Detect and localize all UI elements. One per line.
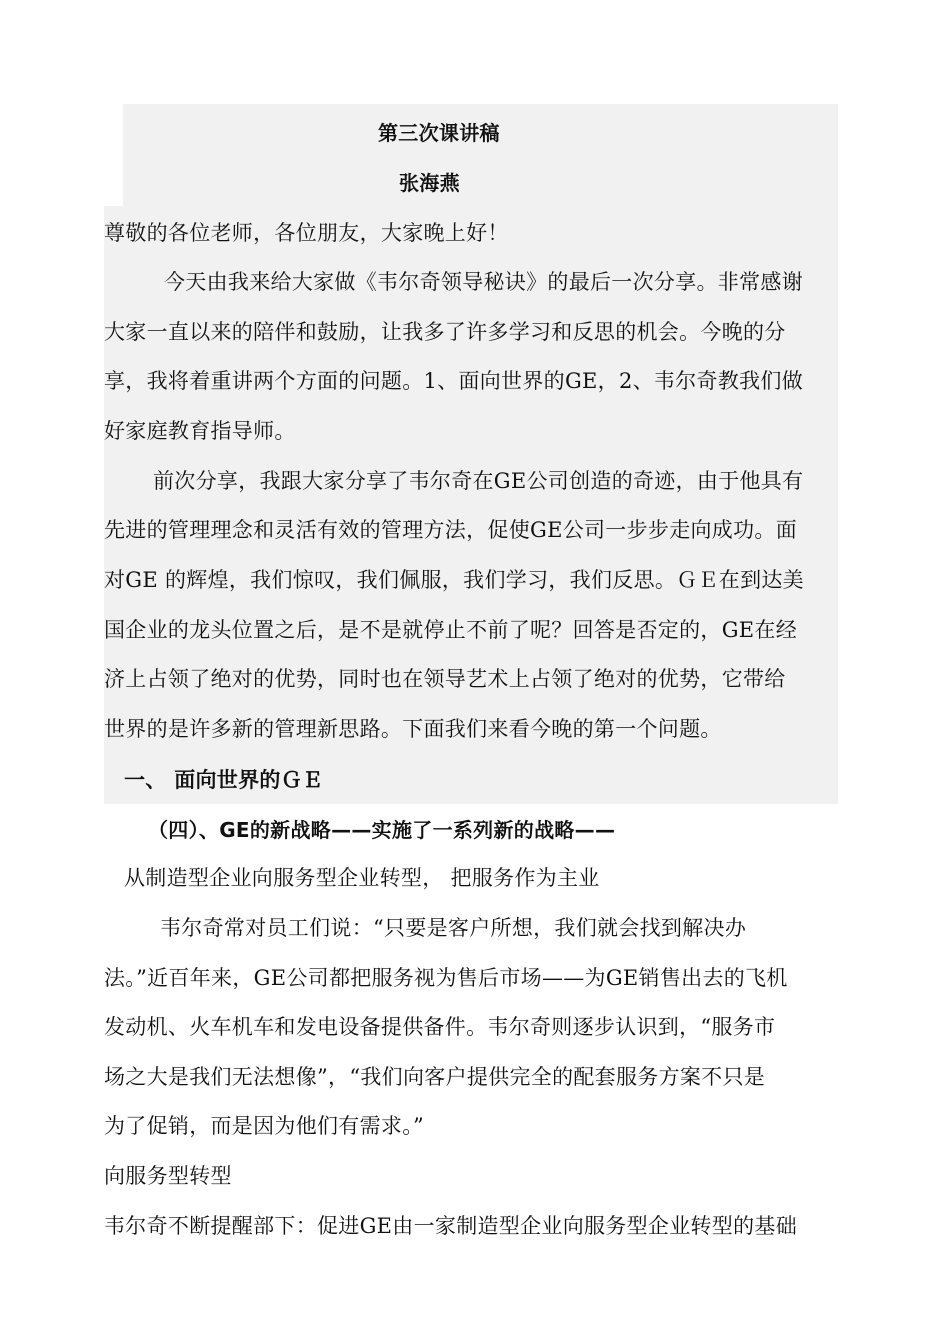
paragraph-line: 好家庭教育指导师。 <box>104 419 296 443</box>
paragraph-line: 为了促销，而是因为他们有需求。” <box>104 1114 425 1138</box>
paragraph-line: 济上占领了绝对的优势，同时也在领导艺术上占领了绝对的优势，它带给 <box>104 667 786 691</box>
paragraph-line: 韦尔奇不断提醒部下：促进GE由一家制造型企业向服务型企业转型的基础 <box>104 1214 798 1238</box>
paragraph-line: 对GE 的辉煌，我们惊叹，我们佩服，我们学习，我们反思。ＧＥ在到达美 <box>104 568 804 592</box>
paragraph-line: 今天由我来给大家做《韦尔奇领导秘诀》的最后一次分享。非常感谢 <box>164 270 803 294</box>
section-heading: 一、 面向世界的ＧＥ <box>124 768 324 792</box>
paragraph-line: 发动机、火车机车和发电设备提供备件。韦尔奇则逐步认识到，“服务市 <box>104 1015 776 1039</box>
paragraph-line: 先进的管理理念和灵活有效的管理方法，促使GE公司一步步走向成功。面 <box>104 518 798 542</box>
document-title: 第三次课讲稿 <box>378 121 500 145</box>
document-author: 张海燕 <box>399 171 460 195</box>
paragraph-line: 大家一直以来的陪伴和鼓励，让我多了许多学习和反思的机会。今晚的分 <box>104 320 786 344</box>
paragraph-line: 尊敬的各位老师，各位朋友，大家晚上好！ <box>104 221 509 245</box>
paragraph-line: 前次分享，我跟大家分享了韦尔奇在GE公司创造的奇迹，由于他具有 <box>153 469 804 493</box>
paragraph-line: 向服务型转型 <box>104 1164 232 1188</box>
paragraph-line: 法。”近百年来，GE公司都把服务视为售后市场——为GE销售出去的飞机 <box>104 966 788 990</box>
paragraph-line: 从制造型企业向服务型企业转型， 把服务作为主业 <box>124 866 600 890</box>
paragraph-line: 国企业的龙头位置之后，是不是就停止不前了呢？回答是否定的，GE在经 <box>104 618 798 642</box>
paragraph-line: 场之大是我们无法想像”，“我们向客户提供完全的配套服务方案不只是 <box>104 1065 766 1089</box>
paragraph-line: 世界的是许多新的管理新思路。下面我们来看今晚的第一个问题。 <box>104 717 722 741</box>
paragraph-line: 享，我将着重讲两个方面的问题。1、面向世界的GE，2、韦尔奇教我们做 <box>104 369 804 393</box>
subsection-heading: （四）、GE的新战略——实施了一系列新的战略—— <box>148 818 616 842</box>
paragraph-line: 韦尔奇常对员工们说：“只要是客户所想，我们就会找到解决办 <box>160 916 747 940</box>
